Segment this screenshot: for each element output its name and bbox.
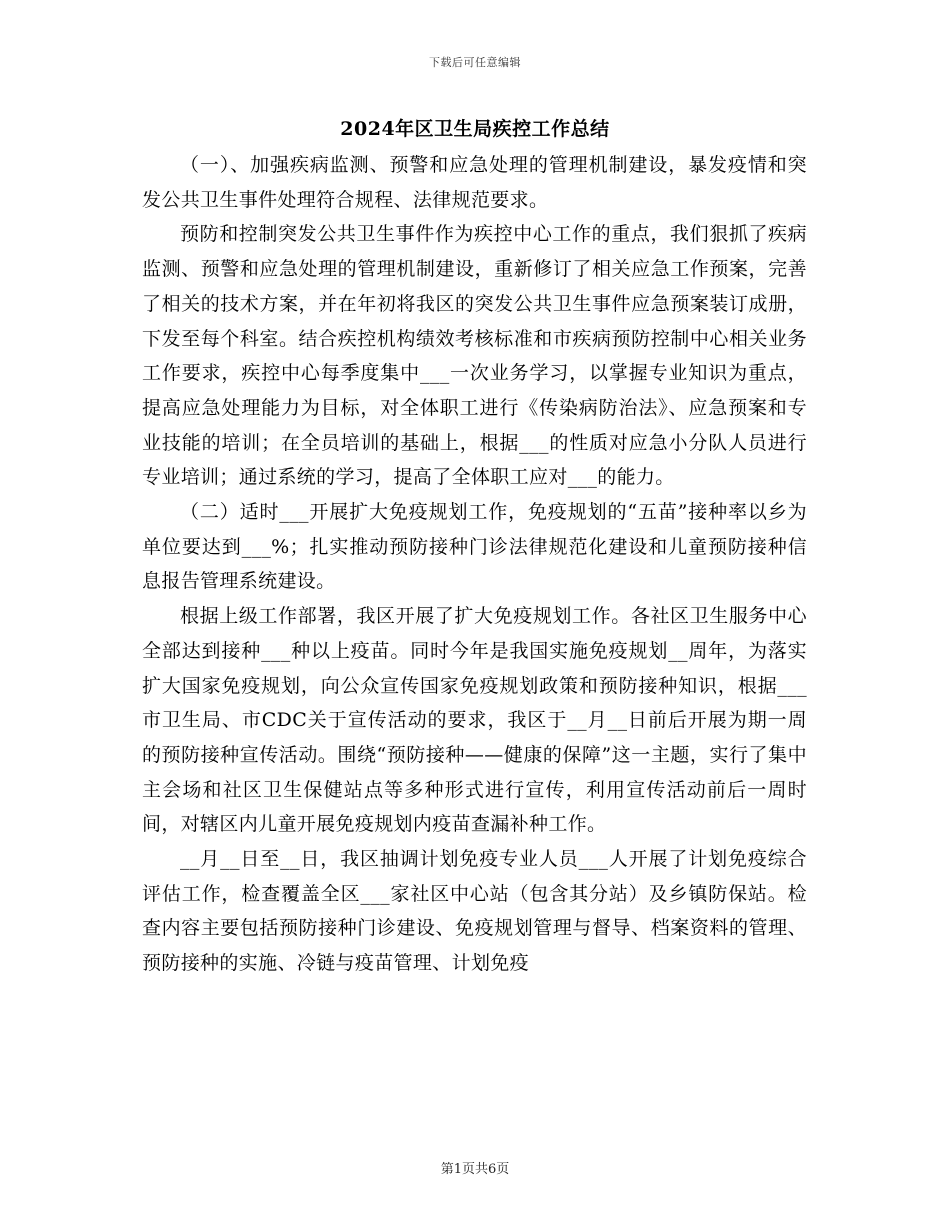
- paragraph-section-2-body: 根据上级工作部署，我区开展了扩大免疫规划工作。各社区卫生服务中心全部达到接种___种以上疫苗。同时今年是我国实施免疫规划__周年，为落实扩大国家免疫规划，向公众宣传国家免疫规划政策和预防接种知识，根据___市卫生局、市CDC关于宣传活动的要求，我区于__月__日前后开展为期一周的预防接种宣传活动。围绕“预防接种——健康的保障”这一主题，实行了集中主会场和社区卫生保健站点等多种形式进行宣传，利用宣传活动前后一周时间，对辖区内儿童开展免疫规划内疫苗查漏补种工作。: [142, 605, 807, 836]
- paragraph-section-1-body: 预防和控制突发公共卫生事件作为疾控中心工作的重点，我们狠抓了疾病监测、预警和应急处理的管理机制建设，重新修订了相关应急工作预案，完善了相关的技术方案，并在年初将我区的突发公共卫生事件应急预案装订成册，下发至每个科室。结合疾控机构绩效考核标准和市疾病预防控制中心相关业务工作要求，疾控中心每季度集中___一次业务学习，以掌握专业知识为重点，提高应急处理能力为目标，对全体职工进行《传染病防治法》、应急预案和专业技能的培训；在全员培训的基础上，根据___的性质对应急小分队人员进行专业培训；通过系统的学习，提高了全体职工应对___的能力。: [142, 223, 807, 489]
- paragraph-section-2-heading: （二）适时___开展扩大免疫规划工作，免疫规划的“五苗”接种率以乡为单位要达到___%；扎实推动预防接种门诊法律规范化建设和儿童预防接种信息报告管理系统建设。: [142, 501, 807, 593]
- document-title: 2024年区卫生局疾控工作总结: [340, 118, 610, 140]
- page-number: 第1页共6页: [440, 1162, 510, 1177]
- paragraph-section-2-evaluation: __月__日至__日，我区抽调计划免疫专业人员___人开展了计划免疫综合评估工作，检查覆盖全区___家社区中心站（包含其分站）及乡镇防保站。检查内容主要包括预防接种门诊建设、免疫规划管理与督导、档案资料的管理、预防接种的实施、冷链与疫苗管理、计划免疫: [142, 848, 807, 975]
- paragraph-section-1-heading: （一）、加强疾病监测、预警和应急处理的管理机制建设，暴发疫情和突发公共卫生事件处理符合规程、法律规范要求。: [142, 154, 807, 211]
- header-note: 下载后可任意编辑: [429, 56, 521, 69]
- document-body: [142, 148, 807, 981]
